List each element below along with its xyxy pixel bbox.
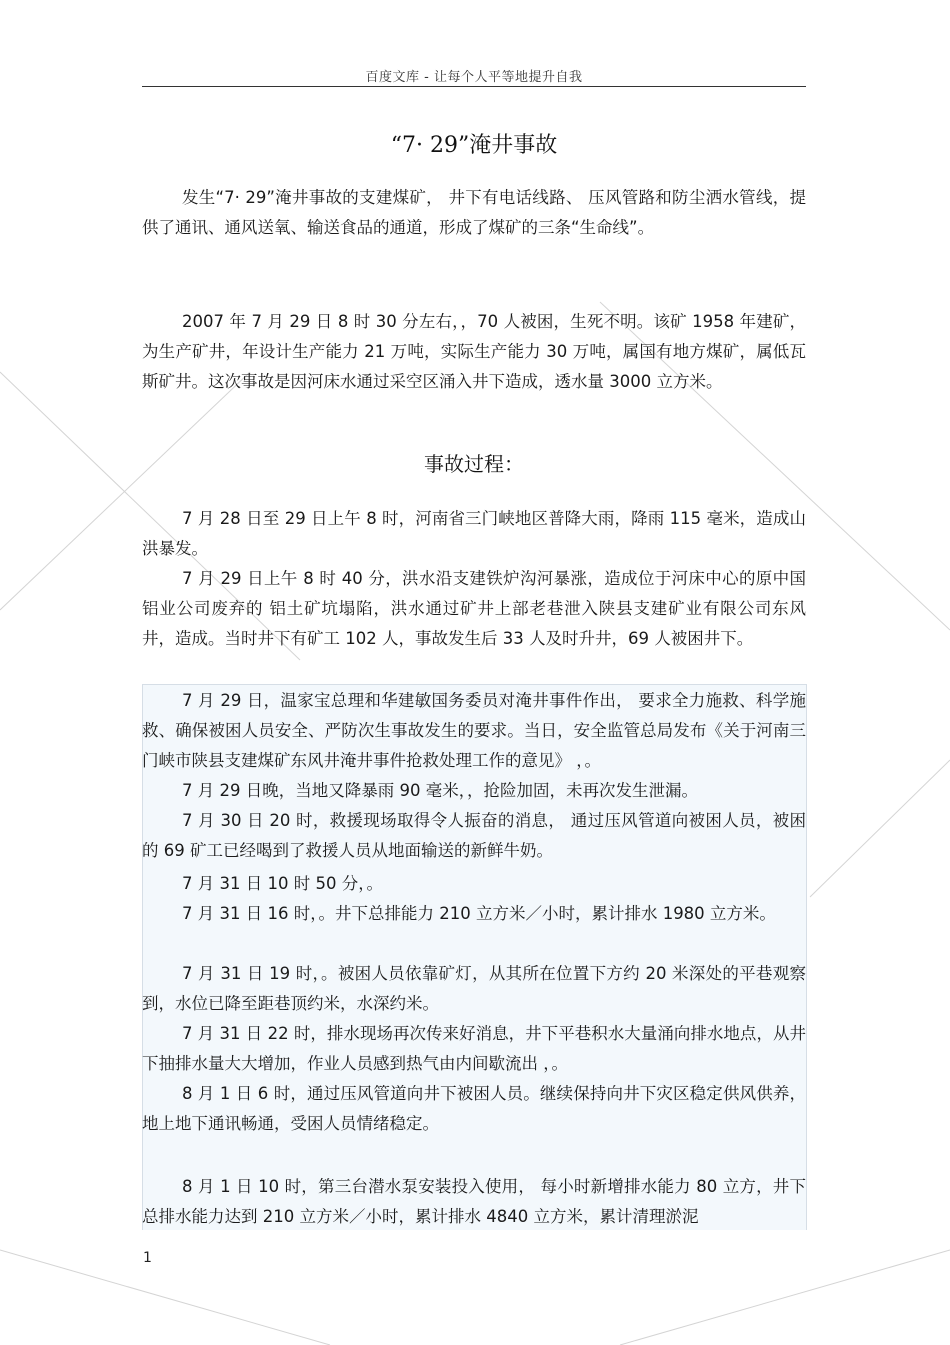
process-paragraph: 7 月 31 日 22 时，排水现场再次传来好消息，井下平巷积水大量涌向排水地点，从井下抽排水量大大增加，作业人员感到热气由内间歇流出 ，。: [142, 1024, 806, 1073]
page-number: 1: [143, 1250, 152, 1266]
intro-paragraph: 发生“7· 29”淹井事故的支建煤矿， 井下有电话线路、 压风管路和防尘洒水管线，提供了通讯、通风送氧、输送食品的通道，形成了煤矿的三条“生命线”。: [142, 188, 806, 237]
header-divider: [142, 86, 806, 87]
process-paragraph: 7 月 31 日 19 时，。被困人员依靠矿灯，从其所在位置下方约 20 米深处的平巷观察到，水位已降至距巷顶约米，水深约米。: [142, 964, 806, 1013]
process-paragraph: 7 月 28 日至 29 日上午 8 时，河南省三门峡地区普降大雨，降雨 115 毫米，造成山洪暴发。: [142, 509, 806, 558]
process-paragraph: 7 月 30 日 20 时，救援现场取得令人振奋的消息， 通过压风管道向被困人员，被困的 69 矿工已经喝到了救援人员从地面输送的新鲜牛奶。: [142, 811, 806, 860]
intro-paragraph: 2007 年 7 月 29 日 8 时 30 分左右，，70 人被困，生死不明。该矿 1958 年建矿，为生产矿井，年设计生产能力 21 万吨，实际生产能力 30 万吨，属国有地方煤矿，属低瓦斯矿井。这次事故是因河床水通过采空区涌入井下造成，透水量 3000 立方米。: [142, 312, 806, 391]
process-paragraph: 7 月 29 日晚，当地又降暴雨 90 毫米，，抢险加固，未再次发生泄漏。: [182, 781, 698, 800]
process-paragraph: 7 月 31 日 16 时，。井下总排能力 210 立方米／小时，累计排水 1980 立方米。: [182, 904, 776, 923]
document-title: “7· 29”淹井事故: [390, 133, 558, 158]
process-paragraph: 7 月 29 日，温家宝总理和华建敏国务委员对淹井事件作出， 要求全力施救、科学施救、确保被困人员安全、严防次生事故发生的要求。当日，安全监管总局发布《关于河南三门峡市陕县支建煤矿东风井淹井事件抢救处理工作的意见》 ，。: [142, 691, 806, 770]
page-header: 百度文库 - 让每个人平等地提升自我: [365, 70, 583, 85]
process-paragraph: 8 月 1 日 10 时，第三台潜水泵安装投入使用， 每小时新增排水能力 80 立方，井下总排水能力达到 210 立方米／小时，累计排水 4840 立方米，累计清理淤泥: [142, 1177, 806, 1226]
process-paragraph: 8 月 1 日 6 时，通过压风管道向井下被困人员。继续保持向井下灾区稳定供风供养，地上地下通讯畅通，受困人员情绪稳定。: [142, 1084, 806, 1133]
section-heading: 事故过程：: [424, 452, 524, 476]
process-paragraph: 7 月 29 日上午 8 时 40 分，洪水沿支建铁炉沟河暴涨，造成位于河床中心的原中国铝业公司废弃的 铝土矿坑塌陷，洪水通过矿井上部老巷泄入陕县支建矿业有限公司东风井，造成。当时井下有矿工 102 人，事故发生后 33 人及时升井，69 人被困井下。: [142, 569, 806, 648]
process-paragraph: 7 月 31 日 10 时 50 分，。: [182, 874, 383, 893]
